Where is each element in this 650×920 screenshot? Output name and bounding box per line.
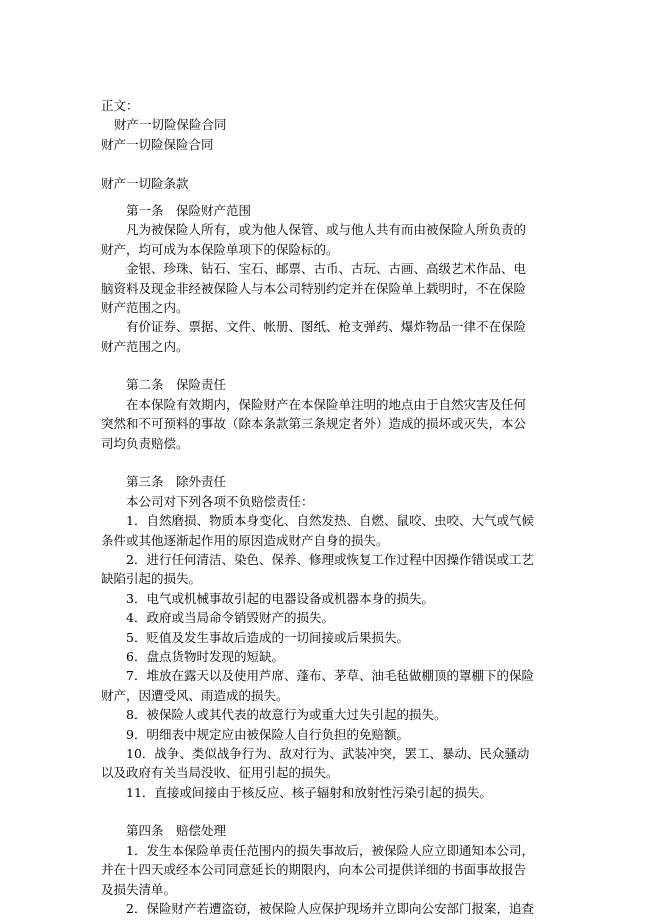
article-line: 以及政府有关当局没收、征用引起的损失。 — [101, 765, 339, 781]
contract-subtitle: 财产一切险保险合同 — [114, 117, 227, 133]
article-line: 2．进行任何清洁、染色、保养、修理或恢复工作过程中因操作错误或工艺 — [126, 551, 534, 567]
article-line: 11．直接或间接由于核反应、核子辐射和放射性污染引起的损失。 — [126, 784, 492, 800]
contract-title: 财产一切险保险合同 — [101, 136, 214, 152]
article-line: 9．明细表中规定应由被保险人自行负担的免赔额。 — [126, 726, 409, 742]
article-heading: 第一条 保险财产范围 — [126, 202, 252, 218]
article-line: 4．政府或当局命令销毁财产的损失。 — [126, 610, 334, 626]
article-section — [101, 375, 551, 453]
article-line: 金银、珍珠、钻石、宝石、邮票、古币、古玩、古画、高级艺术作品、电 — [126, 261, 527, 277]
article-line: 在本保险有效期内，保险财产在本保险单注明的地点由于自然灾害及任何 — [126, 396, 527, 412]
article-section — [101, 821, 551, 918]
article-line: 8．被保险人或其代表的故意行为或重大过失引起的损失。 — [126, 707, 447, 723]
article-section — [101, 472, 551, 802]
article-heading: 第三条 除外责任 — [126, 474, 227, 490]
article-heading: 第二条 保险责任 — [126, 377, 227, 393]
article-line: 7．堆放在露天以及使用芦席、蓬布、茅草、油毛毡做棚顶的罩棚下的保险 — [126, 668, 534, 684]
article-line: 10．战争、类似战争行为、敌对行为、武装冲突，罢工、暴动、民众骚动 — [126, 745, 530, 761]
article-line: 条件或其他逐渐起作用的原因造成财产自身的损失。 — [101, 532, 389, 548]
article-line: 1．发生本保险单责任范围内的损失事故后，被保险人应立即通知本公司， — [126, 842, 534, 858]
article-section — [101, 201, 551, 356]
article-line: 6．盘点货物时发现的短缺。 — [126, 648, 284, 664]
article-line: 财产，因遭受风、雨造成的损失。 — [101, 687, 289, 703]
article-line: 1．自然磨损、物质本身变化、自然发热、自燃、鼠咬、虫咬、大气或气候 — [126, 513, 534, 529]
article-line: 司均负责赔偿。 — [101, 435, 189, 451]
document-body — [101, 96, 551, 918]
body-label: 正文： — [101, 98, 139, 113]
article-line: 5．贬值及发生事故后造成的一切间接或后果损失。 — [126, 629, 409, 645]
article-line: 脑资料及现金非经被保险人与本公司特别约定并在保险单上载明时，不在保险 — [101, 280, 527, 296]
article-line: 有价证券、票据、文件、帐册、图纸、枪支弹药、爆炸物品一律不在保险 — [126, 319, 527, 335]
article-line: 突然和不可预料的事故（除本条款第三条规定者外）造成的损坏或灭失，本公 — [101, 416, 527, 432]
article-line: 3．电气或机械事故引起的电器设备或机器本身的损失。 — [126, 590, 434, 606]
section-title: 财产一切险条款 — [101, 175, 189, 191]
article-line: 及损失清单。 — [101, 881, 177, 897]
article-line: 财产范围之内。 — [101, 338, 189, 354]
article-line: 2．保险财产若遭盗窃，被保险人应保护现场并立即向公安部门报案，追查 — [126, 901, 534, 917]
article-line: 并在十四天或经本公司同意延长的期限内，向本公司提供详细的书面事故报告 — [101, 862, 527, 878]
articles-container — [101, 201, 551, 918]
article-line: 缺陷引起的损失。 — [101, 571, 202, 587]
article-line: 财产范围之内。 — [101, 299, 189, 315]
article-line: 凡为被保险人所有，或为他人保管、或与他人共有而由被保险人所负责的 — [126, 222, 527, 238]
article-line: 财产，均可成为本保险单项下的保险标的。 — [101, 241, 339, 257]
article-line: 本公司对下列各项不负赔偿责任： — [126, 493, 314, 509]
article-heading: 第四条 赔偿处理 — [126, 823, 227, 839]
